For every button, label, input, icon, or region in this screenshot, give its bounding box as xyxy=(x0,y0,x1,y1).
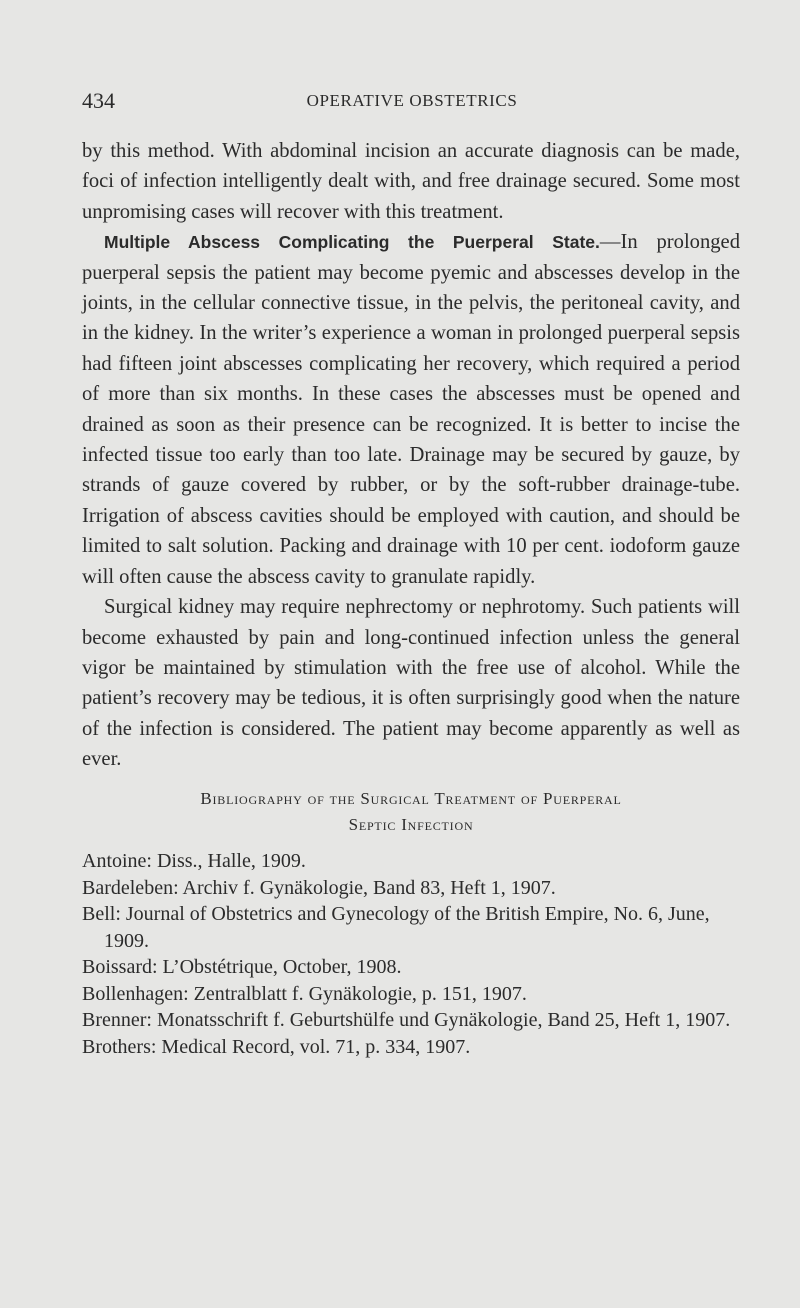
page-number: 434 xyxy=(82,88,115,113)
running-head xyxy=(82,88,742,118)
bibliography-heading-line-2: Septic Infection xyxy=(348,815,474,834)
bibliography-entry: Boissard: L’Obstétrique, October, 1908. xyxy=(82,956,402,978)
bibliography-entry: Bardeleben: Archiv f. Gynäkologie, Band 83, Heft 1, 1907. xyxy=(82,876,556,899)
bibliography-list xyxy=(82,848,740,1060)
running-title: OPERATIVE OBSTETRICS xyxy=(306,91,518,110)
bibliography-entry: Bollenhagen: Zentralblatt f. Gynäkologie, p. 151, 1907. xyxy=(82,982,527,1005)
bibliography-entry: Antoine: Diss., Halle, 1909. xyxy=(82,850,306,872)
body-text xyxy=(82,136,740,775)
paragraph-multiple-abscess xyxy=(82,227,740,592)
bibliography-entry: Brenner: Monatsschrift f. Geburtshülfe und Gynäkologie, Band 25, Heft 1, 1907. xyxy=(82,1009,731,1031)
paragraph-multiple-abscess-text: —In prolonged puerperal sepsis the patient may become pyemic and abscesses develop in the joints, in the cellular connective tissue, in the pelvis, the peritoneal cavity, and in the kidney. In the writer’s experience a woman in prolonged puerperal sepsis had fifteen joint abscesses complicating her recovery, which required a period of more than six months. In these cases the abscesses must be opened and drained as soon as their presence can be recognized. It is better to incise the infected tissue too early than too late. Drainage may be secured by gauze, by strands of gauze covered by rubber, or by the soft-rubber drainage-tube. Irrigation of abscess cavities should be employed with caution, and should be limited to salt solution. Packing and drainage with 10 per cent. iodoform gauze will often cause the abscess cavity to granulate rapidly. xyxy=(82,231,740,588)
bibliography-entry: Brothers: Medical Record, vol. 71, p. 334, 1907. xyxy=(82,1035,471,1058)
paragraph-continuation: by this method. With abdominal incision an accurate diagnosis can be made, foci of infection intelligently dealt with, and free drainage secured. Some most unpromising cases will recover with this treatment. xyxy=(82,140,740,223)
paragraph-surgical-kidney: Surgical kidney may require nephrectomy or nephrotomy. Such patients will become exhausted by pain and long-continued infection unless the general vigor be maintained by stimulation with the free use of alcohol. While the patient’s recovery may be tedious, it is often surprisingly good when the nature of the infection is considered. The patient may become apparently as well as ever. xyxy=(82,596,740,771)
bibliography-heading-line-1: Bibliography of the Surgical Treatment of Puerperal xyxy=(200,789,622,808)
bibliography-heading xyxy=(82,786,740,838)
bibliography-entry: Bell: Journal of Obstetrics and Gynecology of the British Empire, No. 6, June, 1909. xyxy=(82,903,710,952)
bibliography xyxy=(82,786,740,1060)
section-heading: Multiple Abscess Complicating the Puerperal State. xyxy=(104,232,600,253)
